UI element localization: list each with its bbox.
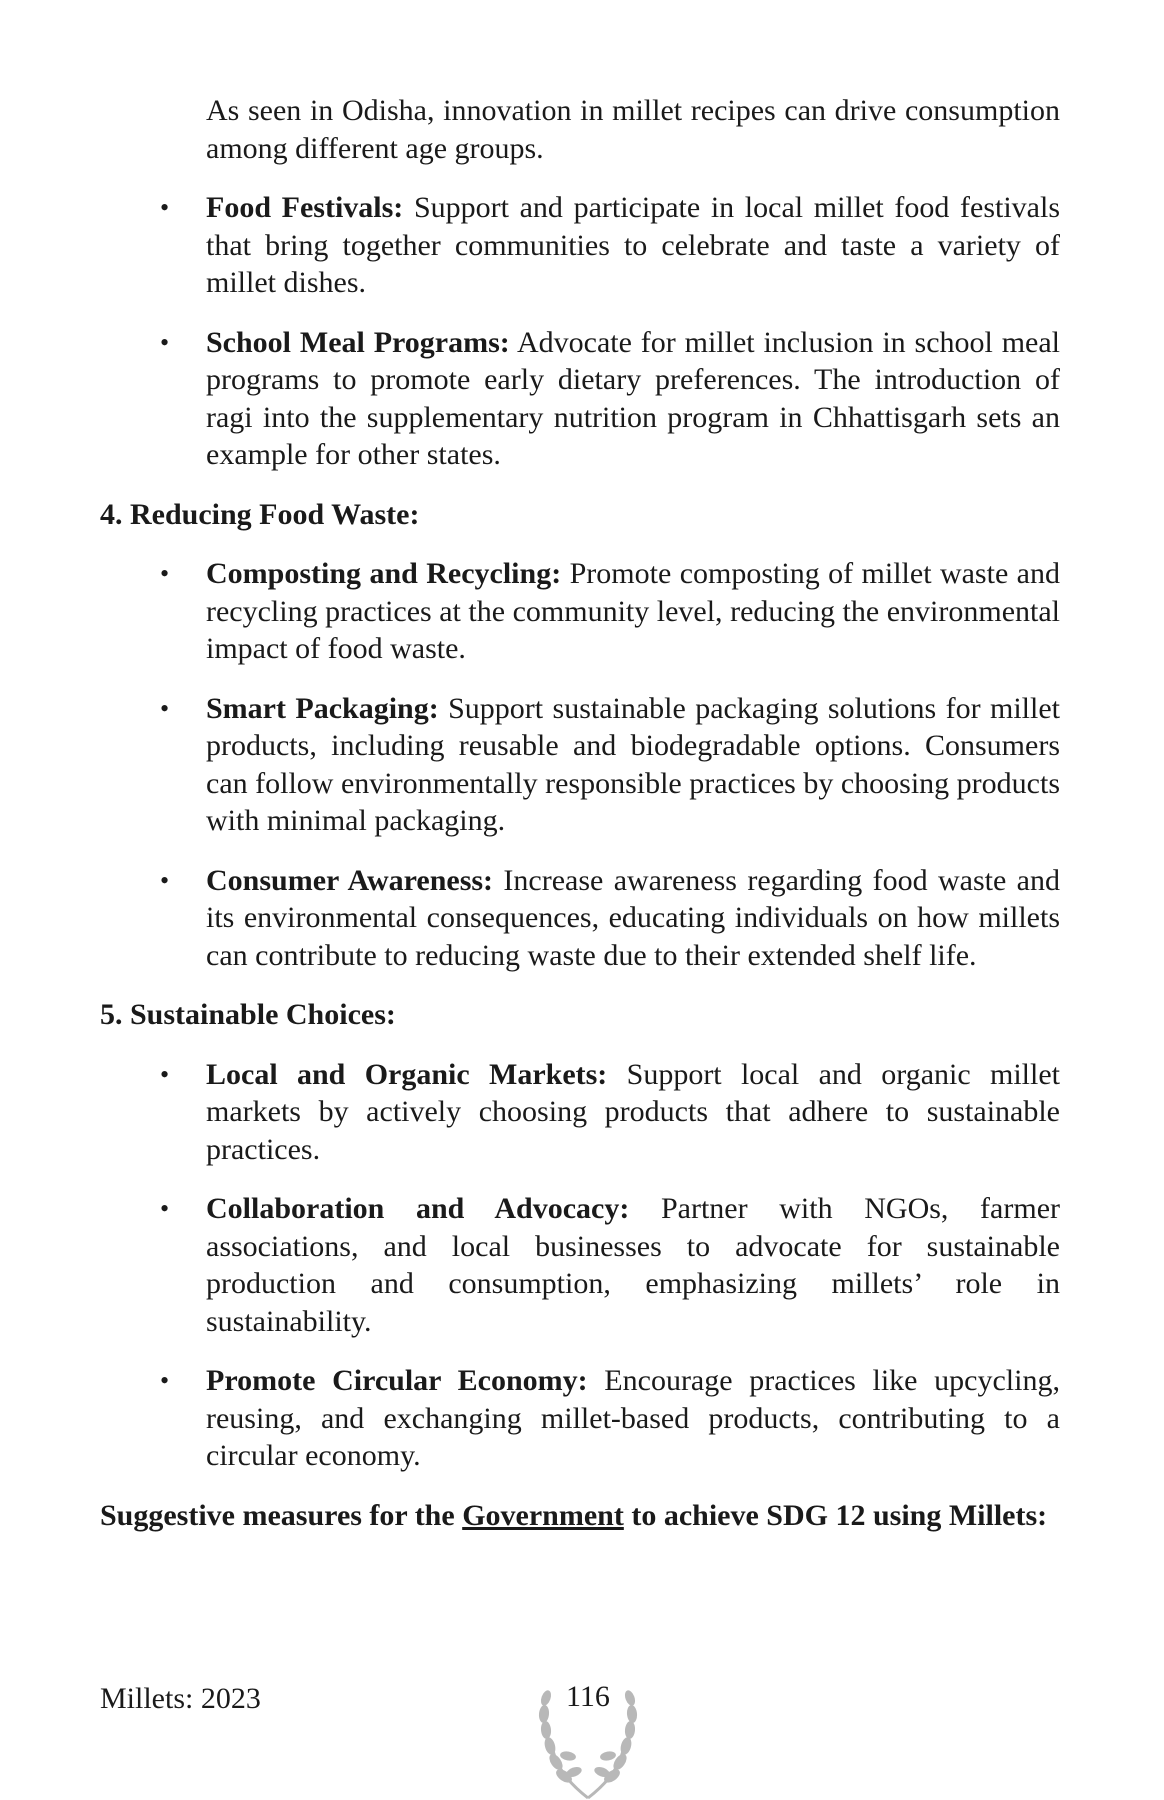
bullet-dot: • [160, 327, 170, 357]
bullet-title: Smart Packaging: [206, 691, 439, 725]
bullet-text: Support and participate in local millet food festivals that bring together communities to celebrate and taste a variety of millet dishes. [206, 191, 1061, 299]
bullet-title: Composting and Recycling: [206, 557, 562, 590]
bullet-dot: • [160, 693, 170, 723]
bullet-dot: • [160, 1059, 170, 1089]
footer-book-title: Millets: 2023 [100, 1682, 261, 1715]
bullet-text: Partner with NGOs, farmer associations, and local businesses to advocate for sustainable production and consumption, emphasizing millets’ role in sustainability. [206, 1192, 1060, 1338]
intro-continuation: As seen in Odisha, innovation in millet recipes can drive consumption among different age groups. [206, 94, 1060, 165]
bullet-local-organic-markets [160, 1056, 1060, 1169]
page-number: 116 [566, 1680, 610, 1713]
page-content [100, 92, 1060, 1534]
heading-underlined-government: Government [462, 1498, 624, 1532]
bullet-text: Support local and organic millet markets by actively choosing products that adhere to sustainable practices. [206, 1057, 1060, 1166]
bullet-title: Collaboration and Advocacy: [206, 1192, 630, 1225]
bullet-collaboration-advocacy [160, 1190, 1060, 1340]
bullet-text: Increase awareness regarding food waste and its environmental consequences, educating individuals on how millets can contribute to reducing waste due to their extended shelf life. [206, 863, 1060, 972]
bullet-dot: • [160, 865, 170, 895]
bullet-circular-economy [160, 1362, 1060, 1475]
heading-part-before: Suggestive measures for the [100, 1498, 463, 1532]
bullet-dot: • [160, 193, 170, 222]
bullet-text: Advocate for millet inclusion in school meal programs to promote early dietary preferences. The introduction of ragi into the supplementary nutrition program in Chhattisgarh sets an example for other states. [206, 325, 1061, 471]
bullet-dot: • [160, 1366, 170, 1395]
bullet-title: School Meal Programs: [206, 325, 510, 359]
bullet-food-festivals [160, 189, 1061, 302]
bullet-title: Consumer Awareness: [206, 863, 494, 897]
bullet-consumer-awareness [160, 862, 1060, 975]
section-heading-reducing-food-waste: 4. Reducing Food Waste: [100, 497, 420, 531]
bullet-smart-packaging [160, 690, 1060, 840]
heading-part-after: to achieve SDG 12 using Millets: [623, 1498, 1048, 1532]
bullet-text: Promote composting of millet waste and recycling practices at the community level, reducing the environmental impact of food waste. [206, 557, 1060, 665]
government-measures-heading [100, 1497, 1060, 1535]
bullet-dot: • [160, 1194, 170, 1223]
bullet-title: Local and Organic Markets: [206, 1057, 608, 1091]
bullet-dot: • [160, 559, 170, 588]
bullet-composting-recycling [160, 555, 1060, 668]
bullet-school-meal-programs [160, 324, 1061, 474]
bullet-text: Encourage practices like upcycling, reusing, and exchanging millet-based products, contributing to a circular economy. [206, 1364, 1060, 1472]
bullet-text: Support sustainable packaging solutions for millet products, including reusable and biodegradable options. Consumers can follow environmentally responsible practices by choosing products with minimal packaging. [206, 691, 1060, 837]
bullet-title: Food Festivals: [206, 191, 404, 224]
bullet-title: Promote Circular Economy: [206, 1364, 588, 1397]
section-heading-sustainable-choices: 5. Sustainable Choices: [100, 998, 396, 1031]
